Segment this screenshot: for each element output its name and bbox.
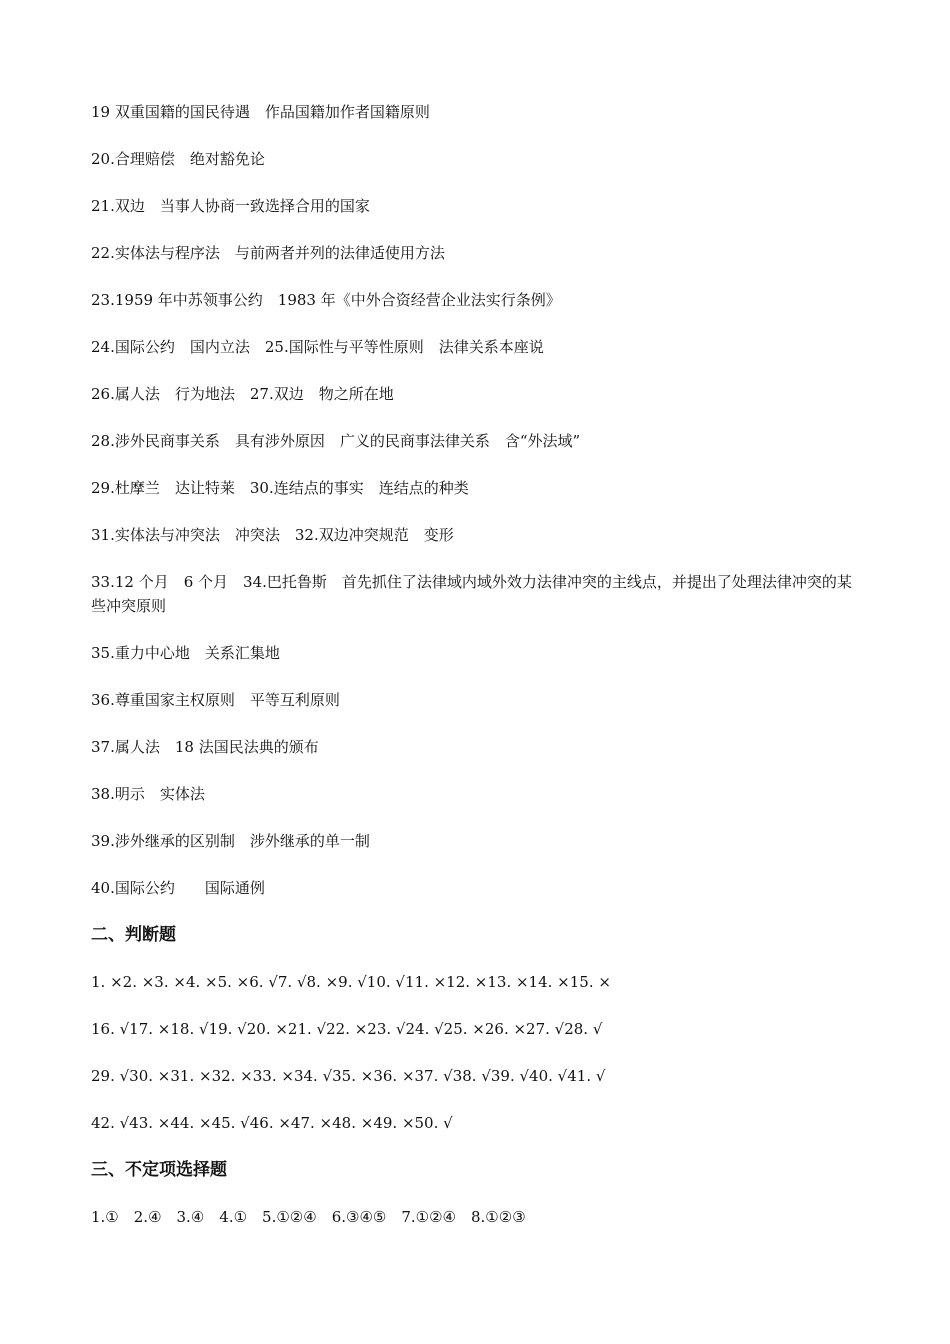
judgment-line-2: 16. √17. ×18. √19. √20. ×21. √22. ×23. √24. √25. ×26. ×27. √28. √ <box>91 1020 603 1038</box>
judgment-answer-list <box>91 970 861 1135</box>
answer-line-23: 23.1959 年中苏领事公约 1983 年《中外合资经营企业法实行条例》 <box>91 291 561 309</box>
answer-line-24-25: 24.国际公约 国内立法 25.国际性与平等性原则 法律关系本座说 <box>91 338 544 356</box>
answer-line-38: 38.明示 实体法 <box>91 785 205 803</box>
answer-line-36: 36.尊重国家主权原则 平等互利原则 <box>91 691 340 709</box>
choice-line-1: 1.① 2.④ 3.④ 4.① 5.①②④ 6.③④⑤ 7.①②④ 8.①②③ <box>91 1208 526 1226</box>
answer-line-21: 21.双边 当事人协商一致选择合用的国家 <box>91 197 370 215</box>
document-page <box>91 100 861 1252</box>
judgment-line-3: 29. √30. ×31. ×32. ×33. ×34. √35. ×36. ×37. √38. √39. √40. √41. √ <box>91 1067 606 1085</box>
answer-line-39: 39.涉外继承的区别制 涉外继承的单一制 <box>91 832 370 850</box>
answer-line-35: 35.重力中心地 关系汇集地 <box>91 644 280 662</box>
answer-line-33-34: 33.12 个月 6 个月 34.巴托鲁斯 首先抓住了法律域内域外效力法律冲突的主线点，并提出了处理法律冲突的某些冲突原则 <box>91 573 852 615</box>
answer-line-31-32: 31.实体法与冲突法 冲突法 32.双边冲突规范 变形 <box>91 526 454 544</box>
answer-line-29-30: 29.杜摩兰 达让特莱 30.连结点的事实 连结点的种类 <box>91 479 469 497</box>
section-heading-judgment: 二、判断题 <box>91 925 176 945</box>
judgment-line-1: 1. ×2. ×3. ×4. ×5. ×6. √7. √8. ×9. √10. √11. ×12. ×13. ×14. ×15. × <box>91 973 611 991</box>
answer-line-28: 28.涉外民商事关系 具有涉外原因 广义的民商事法律关系 含“外法域” <box>91 432 581 450</box>
section-heading-choice: 三、不定项选择题 <box>91 1160 227 1180</box>
judgment-line-4: 42. √43. ×44. ×45. √46. ×47. ×48. ×49. ×50. √ <box>91 1114 453 1132</box>
answer-line-22: 22.实体法与程序法 与前两者并列的法律适使用方法 <box>91 244 445 262</box>
choice-answer-list <box>91 1205 861 1229</box>
answer-line-40: 40.国际公约 国际通例 <box>91 879 265 897</box>
fill-answer-list <box>91 100 861 900</box>
answer-line-20: 20.合理赔偿 绝对豁免论 <box>91 150 265 168</box>
answer-line-19: 19 双重国籍的国民待遇 作品国籍加作者国籍原则 <box>91 103 430 121</box>
answer-line-26-27: 26.属人法 行为地法 27.双边 物之所在地 <box>91 385 394 403</box>
answer-line-37: 37.属人法 18 法国民法典的颁布 <box>91 738 319 756</box>
